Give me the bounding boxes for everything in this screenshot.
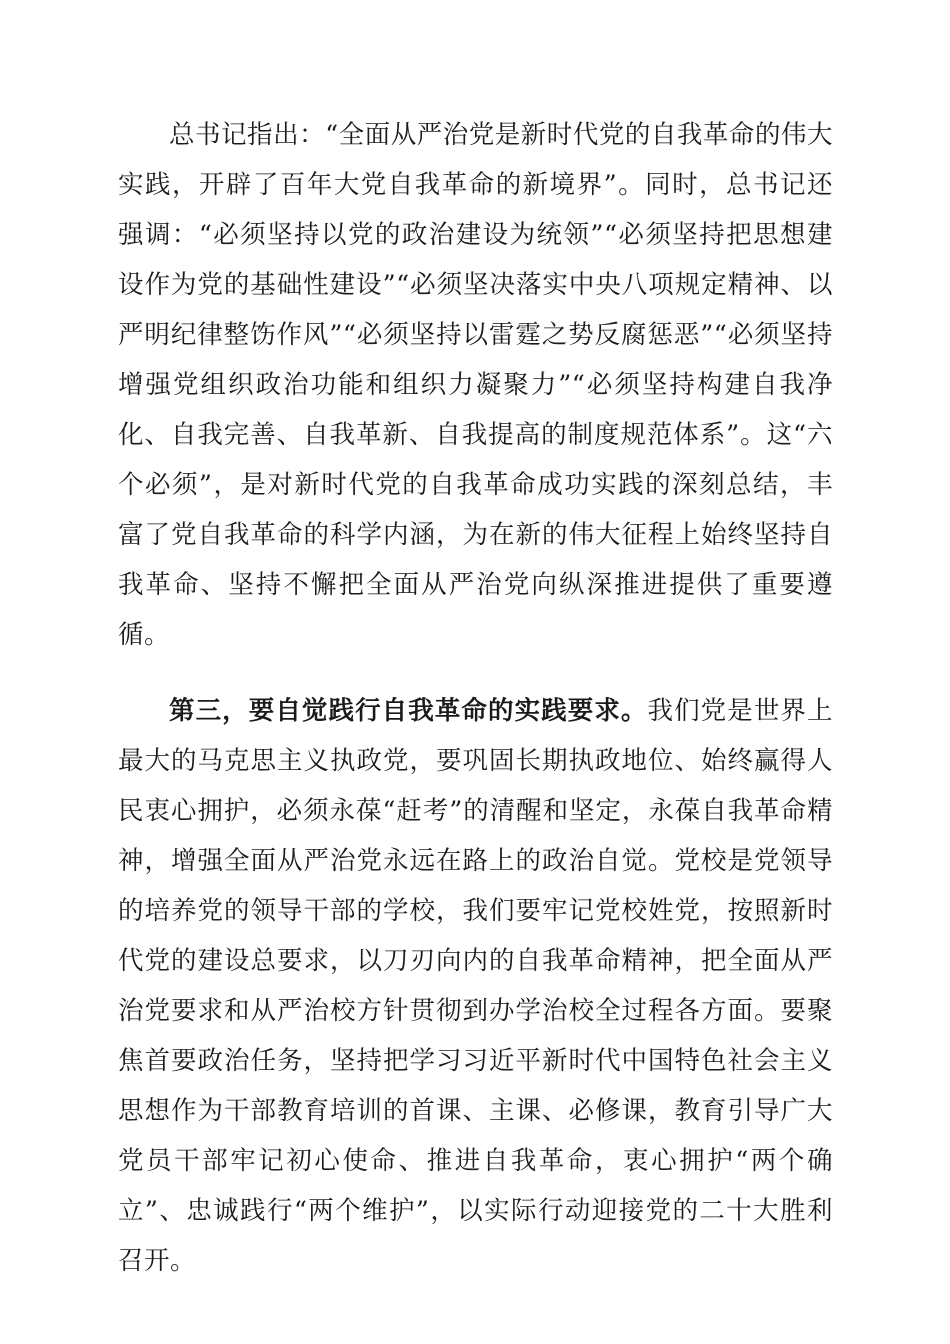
paragraph-2 xyxy=(118,686,833,1286)
paragraph-1 xyxy=(118,110,833,660)
paragraph-1-text: 总书记指出：“全面从严治党是新时代党的自我革命的伟大实践，开辟了百年大党自我革命的新境界”。同时，总书记还强调：“必须坚持以党的政治建设为统领”“必须坚持把思想建设作为党的基础性建设”“必须坚决落实中央八项规定精神、以严明纪律整饬作风”“必须坚持以雷霆之势反腐惩恶”“必须坚持增强党组织政治功能和组织力凝聚力”“必须坚持构建自我净化、自我完善、自我革新、自我提高的制度规范体系”。这“六个必须”，是对新时代党的自我革命成功实践的深刻总结，丰富了党自我革命的科学内涵，为在新的伟大征程上始终坚持自我革命、坚持不懈把全面从严治党向纵深推进提供了重要遵循。 xyxy=(118,120,833,650)
paragraph-2-lead: 第三，要自觉践行自我革命的实践要求。 xyxy=(169,696,648,726)
document-body xyxy=(118,110,833,1292)
paragraph-2-text: 我们党是世界上最大的马克思主义执政党，要巩固长期执政地位、始终赢得人民衷心拥护，必须永葆“赶考”的清醒和坚定，永葆自我革命精神，增强全面从严治党永远在路上的政治自觉。党校是党领导的培养党的领导干部的学校，我们要牢记党校姓党，按照新时代党的建设总要求，以刀刃向内的自我革命精神，把全面从严治党要求和从严治校方针贯彻到办学治校全过程各方面。要聚焦首要政治任务，坚持把学习习近平新时代中国特色社会主义思想作为干部教育培训的首课、主课、必修课，教育引导广大党员干部牢记初心使命、推进自我革命，衷心拥护“两个确立”、忠诚践行“两个维护”，以实际行动迎接党的二十大胜利召开。 xyxy=(118,696,833,1276)
